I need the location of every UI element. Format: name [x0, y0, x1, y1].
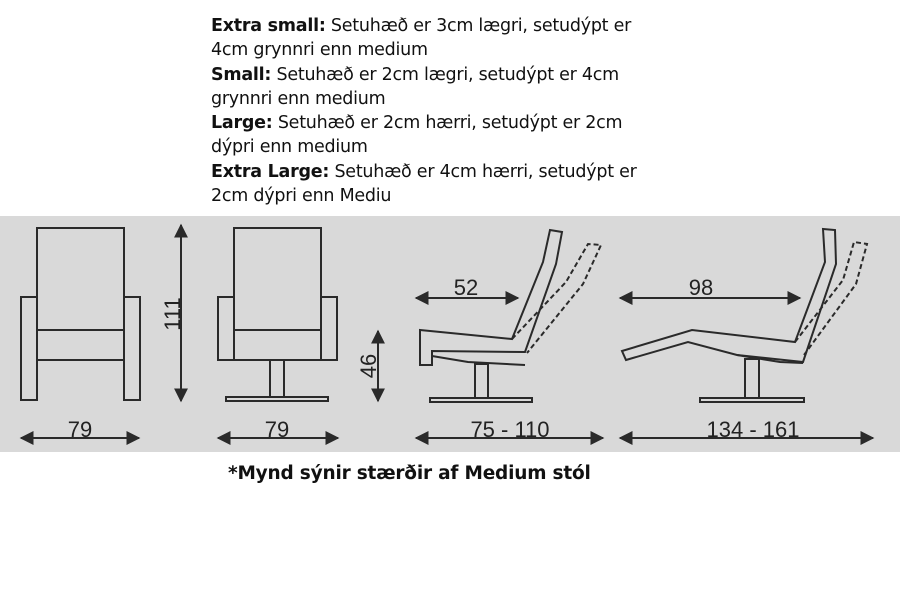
label-seat-depth-chair: 52	[453, 275, 479, 300]
caption: *Mynd sýnir stærðir af Medium stól	[228, 463, 591, 484]
note-large: Large: Setuhæð er 2cm hærri, setudýpt er 2cm dýpri enn medium	[211, 113, 623, 158]
label-width-swivel: 79	[264, 417, 290, 442]
note-extra-small: Extra small: Setuhæð er 3cm lægri, setudýpt er 4cm grynnri enn medium	[211, 16, 632, 61]
note-extra-large: Extra Large: Setuhæð er 4cm hærri, setudýpt er 2cm dýpri enn Mediu	[211, 161, 637, 207]
size-notes	[211, 14, 651, 208]
dimension-diagram	[0, 216, 900, 452]
label-width-front: 79	[67, 417, 93, 442]
label-seat-height: 46	[356, 353, 381, 379]
label-height-total: 111	[160, 297, 185, 331]
label-length-chair: 75 - 110	[470, 417, 550, 442]
label-seat-depth-recliner: 98	[688, 275, 714, 300]
note-small: Small: Setuhæð er 2cm lægri, setudýpt er 4cm grynnri enn medium	[211, 64, 619, 109]
label-length-recliner: 134 - 161	[706, 417, 800, 442]
